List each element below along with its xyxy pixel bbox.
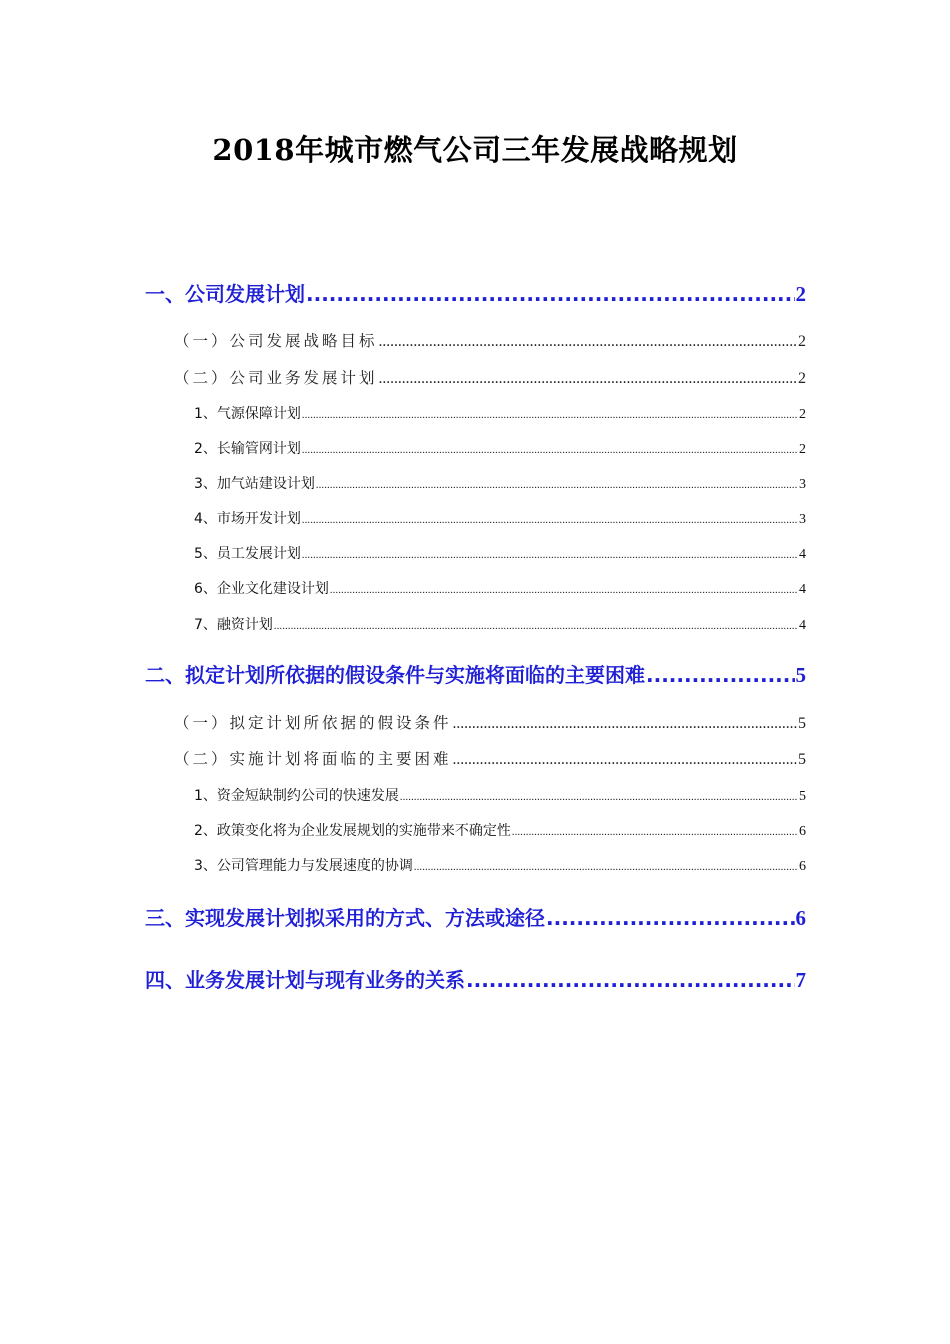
toc-page-number: 5 <box>798 715 806 732</box>
toc-page-number: 7 <box>795 968 806 992</box>
toc-leader <box>379 333 797 351</box>
toc-page-number: 5 <box>799 789 806 804</box>
toc-entry-text: 三、实现发展计划拟采用的方式、方法或途径 <box>145 906 545 930</box>
toc-page-number: 2 <box>799 407 806 422</box>
toc-page-number: 4 <box>799 582 806 597</box>
toc-page-number: 3 <box>799 477 806 492</box>
toc-leader <box>302 550 798 561</box>
toc-entry-text: 1、气源保障计划 <box>194 406 301 422</box>
toc-entry-text: 3、公司管理能力与发展速度的协调 <box>194 858 413 874</box>
toc-page-number: 3 <box>799 512 806 527</box>
toc-entry-text: （二）公司业务发展计划 <box>174 369 378 387</box>
document-title: 2018年城市燃气公司三年发展战略规划 <box>212 133 738 167</box>
toc-entry[interactable] <box>174 711 806 733</box>
toc-entry-text: 7、融资计划 <box>194 617 273 633</box>
toc-entry[interactable] <box>174 366 806 388</box>
toc-leader <box>302 515 798 526</box>
toc-entry[interactable] <box>194 785 806 805</box>
toc-page-number: 5 <box>798 751 806 768</box>
toc-entry-text: 5、员工发展计划 <box>194 546 301 562</box>
toc-leader <box>453 751 797 769</box>
toc-page-number: 6 <box>795 906 806 930</box>
toc-entry-text: 四、业务发展计划与现有业务的关系 <box>145 968 465 992</box>
toc-leader <box>414 862 798 873</box>
toc-entry[interactable] <box>174 329 806 351</box>
toc-entry[interactable] <box>194 438 806 458</box>
toc-entry[interactable] <box>145 902 806 928</box>
toc-page-number: 6 <box>799 824 806 839</box>
toc-entry-text: 2、政策变化将为企业发展规划的实施带来不确定性 <box>194 823 511 839</box>
toc-entry[interactable] <box>194 614 806 634</box>
toc-leader <box>379 370 797 388</box>
toc-entry[interactable] <box>194 508 806 528</box>
toc-page-number: 4 <box>799 547 806 562</box>
toc-leader <box>400 792 798 803</box>
toc-leader <box>512 827 798 838</box>
toc-entry-text: 4、市场开发计划 <box>194 511 301 527</box>
toc-entry-text: 6、企业文化建设计划 <box>194 581 329 597</box>
toc-page-number: 2 <box>799 442 806 457</box>
toc-leader <box>453 715 797 733</box>
toc-entry[interactable] <box>194 578 806 598</box>
toc-entry-text: 二、拟定计划所依据的假设条件与实施将面临的主要困难 <box>145 663 645 687</box>
toc-page-number: 2 <box>798 370 806 387</box>
toc-entry[interactable] <box>194 855 806 875</box>
toc-leader <box>466 968 795 992</box>
toc-leader <box>274 621 798 632</box>
toc-entry-text: 一、公司发展计划 <box>145 282 305 306</box>
toc-leader <box>302 445 798 456</box>
toc-entry[interactable] <box>145 659 806 685</box>
toc-entry[interactable] <box>145 964 806 990</box>
toc-entry-text: （二）实施计划将面临的主要困难 <box>174 750 452 768</box>
toc-leader <box>546 906 795 930</box>
toc-page-number: 6 <box>799 859 806 874</box>
toc-page-number: 2 <box>798 333 806 350</box>
toc-entry[interactable] <box>194 543 806 563</box>
toc-page-number: 5 <box>795 663 806 687</box>
toc-leader <box>306 282 795 306</box>
toc-leader <box>302 410 798 421</box>
toc-entry-text: 2、长输管网计划 <box>194 441 301 457</box>
toc-entry[interactable] <box>194 820 806 840</box>
toc-entry-text: 3、加气站建设计划 <box>194 476 315 492</box>
toc-entry[interactable] <box>174 747 806 769</box>
toc-leader <box>330 585 798 596</box>
toc-entry[interactable] <box>194 403 806 423</box>
toc-page-number: 2 <box>795 282 806 306</box>
toc-entry-text: （一）公司发展战略目标 <box>174 332 378 350</box>
toc-entry-text: 1、资金短缺制约公司的快速发展 <box>194 788 399 804</box>
toc-entry[interactable] <box>194 473 806 493</box>
toc-entry-text: （一）拟定计划所依据的假设条件 <box>174 714 452 732</box>
toc-page-number: 4 <box>799 618 806 633</box>
toc-leader <box>316 480 798 491</box>
toc-leader <box>646 663 795 687</box>
toc-entry[interactable] <box>145 278 806 304</box>
